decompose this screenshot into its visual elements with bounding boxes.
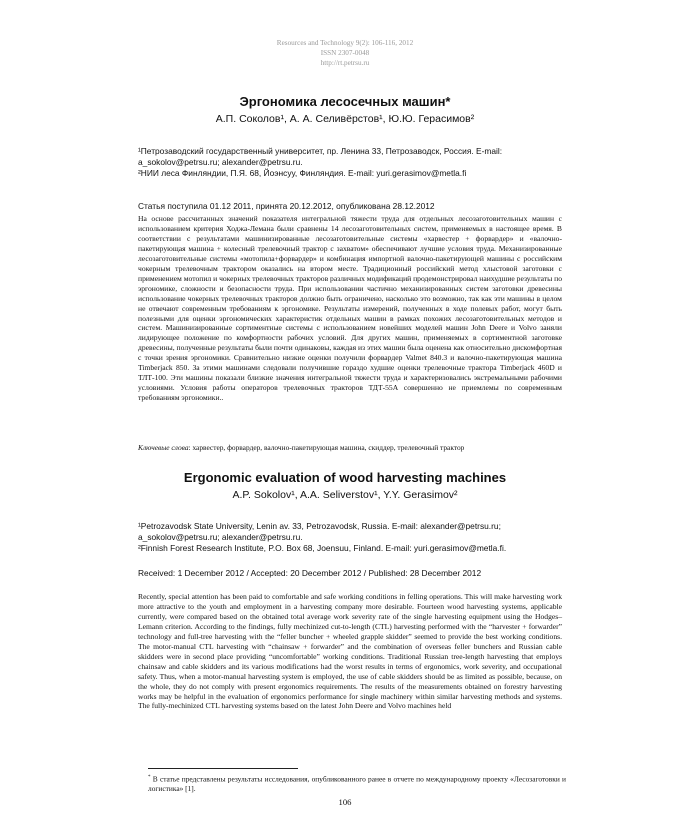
affiliations-en: [138, 521, 558, 554]
footnote-mark: *: [148, 775, 151, 780]
received-dates-ru: Статья поступила 01.12 2011, принята 20.12.2012, опубликована 28.12.2012: [138, 201, 435, 211]
journal-header: [0, 38, 690, 68]
authors-ru: А.П. Соколов¹, А. А. Селивёрстов¹, Ю.Ю. Герасимов²: [215, 113, 475, 125]
journal-line: Resources and Technology 9(2): 106-116, 2012: [276, 39, 414, 47]
affiliation-1-ru-line-2: a_sokolov@petrsu.ru; alexander@petrsu.ru.: [138, 157, 303, 167]
abstract-ru: На основе рассчитанных значений показателя интегральной тяжести труда для отдельных лесозаготовительных машин с использованием критерия Ходжа-Лемана были сравнены 14 лесозаготовительных систем, применяемых в настоящее время. В соответствии с результатами машинизированные лесозаготовительные системы «харвестер + форвардер» и «валочно-пакетирующая машина + колесный трелевочный трактор с захватом» обеспечивают лучшие условия труда. Механизированные лесозаготовительные системы «мотопила+форвардер» и комбинация импортной валочно-пакетирующей машины с российским чокерным трелевочным трактором оказались на втором месте. Традиционный российский метод хлыстовой заготовки с применением мотопил и чокерных трелевочных тракторов различных модификаций продемонстрировал наихудшие результаты по эргономике, сложности и безопасности труда. При использовании частично механизированных систем заготовки древесины использование чокерных трелевочных тракторов должно быть ограничено, насколько это возможно, так как эти машины в целом не отвечают современным требованиям к эргономике. Результаты измерений, полученных в ходе полевых работ, могут быть полезными для оценки эргономических характеристик отдельных машин в рамках похожих лесозаготовительных методов и систем. Машинизированные сортиментные системы с использованием новейших моделей машин John Deere и Volvo заняли лидирующее положение по комфортности рабочих условий. Для других машин, применяемых в сортиментной заготовке древесины, полученные результаты были почти одинаковы, каждая из этих машин была оценена как относительно дискомфортная с точки зрения эргономики. Сравнительно низкие оценки получили форвардер Valmet 840.3 и валочно-пакетирующая машина Timberjack 850. За этими машинами следовали получившие гораздо худшие оценки трелевочные трактора Timberjack 460D и ТЛТ-100. Эти машины показали близкие значения интегральной тяжести труда и характеризовались экстремальными рабочими условиями. Условия работы операторов трелевочных тракторов ТДТ-55А совершенно не приемлемы по современным требованиям эргономики..: [138, 214, 562, 403]
title-en: Ergonomic evaluation of wood harvesting machines: [183, 470, 507, 485]
affiliation-1-en-line-2: a_sokolov@petrsu.ru; alexander@petrsu.ru.: [138, 532, 303, 542]
keywords-label-ru: Ключевые слова: [138, 443, 189, 452]
affiliation-1-en-line-1: ¹Petrozavodsk State University, Lenin av. 33, Petrozavodsk, Russia. E-mail: alexander@petrsu.ru;: [138, 521, 501, 531]
journal-url: http://rt.petrsu.ru: [320, 59, 370, 67]
footnote-text: В статье представлены результаты исследования, опубликованного ранее в отчете по международному проекту «Лесозаготовки и логистика» [1].: [148, 774, 566, 794]
affiliation-2-en: ²Finnish Forest Research Institute, P.O. Box 68, Joensuu, Finland. E-mail: yuri.gerasimov@metla.fi.: [138, 543, 507, 553]
affiliation-1-ru-line-1: ¹Петрозаводский государственный университет, пр. Ленина 33, Петрозаводск, Россия. E-mail:: [138, 146, 503, 156]
affiliation-2-ru: ²НИИ леса Финляндии, П.Я. 68, Йоэнсуу, Финляндия. E-mail: yuri.gerasimov@metla.fi: [138, 168, 467, 178]
abstract-en: Recently, special attention has been paid to comfortable and safe working conditions in felling operations. This will make harvesting work more attractive to the youth and employment in a harvesting company more desirable. Fourteen wood harvesting systems, applicable currently, were compared based on the obtained total average work severity rate of the single harvesting equipment using the Hodges–Lemann criterion. According to the findings, fully mechinized cut-to-length (CTL) harvesting performed with the “harvester + forwarder” technology and full-tree harvesting with the “feller buncher + wheeled grapple skidder” seemed to provide the best working conditions. The motor-manual CTL harvesting with “chainsaw + forwarder” and the combination of overseas feller bunchers and Russian cable skidders were in second place providing “uncomfortable” working conditions. Traditional Russian tree-length harvesting that employs chainsaw and cable skidders and its various modifications had the worst results in terms of ergonomics, work severity, and occupational safety. Thus, when a motor-manual harvesting system is employed, the use of cable skidders should be as limited as possible, because, on the whole, they do not comply with present ergonomics requirements. The results of the measurements obtained on forestry harvesting works may be helpful in the evaluation of ergonomics performance for single machinery within similar harvesting methods and systems. The fully-mechinized CTL harvesting systems based on the latest John Deere and Volvo machines held: [138, 592, 562, 711]
page-number: 106: [338, 797, 352, 807]
affiliations-ru: [138, 146, 558, 179]
authors-en: A.P. Sokolov¹, A.A. Seliverstov¹, Y.Y. Gerasimov²: [232, 489, 458, 501]
issn: ISSN 2307-0048: [320, 49, 370, 57]
keywords-list-ru: : харвестер, форвардер, валочно-пакетирующая машина, скиддер, трелевочный трактор: [188, 443, 465, 452]
footnote-divider: [148, 768, 298, 769]
keywords-ru: [138, 443, 464, 452]
title-ru: Эргономика лесосечных машин*: [239, 94, 451, 109]
received-dates-en: Received: 1 December 2012 / Accepted: 20 December 2012 / Published: 28 December 2012: [138, 568, 482, 578]
footnote: [148, 773, 566, 794]
